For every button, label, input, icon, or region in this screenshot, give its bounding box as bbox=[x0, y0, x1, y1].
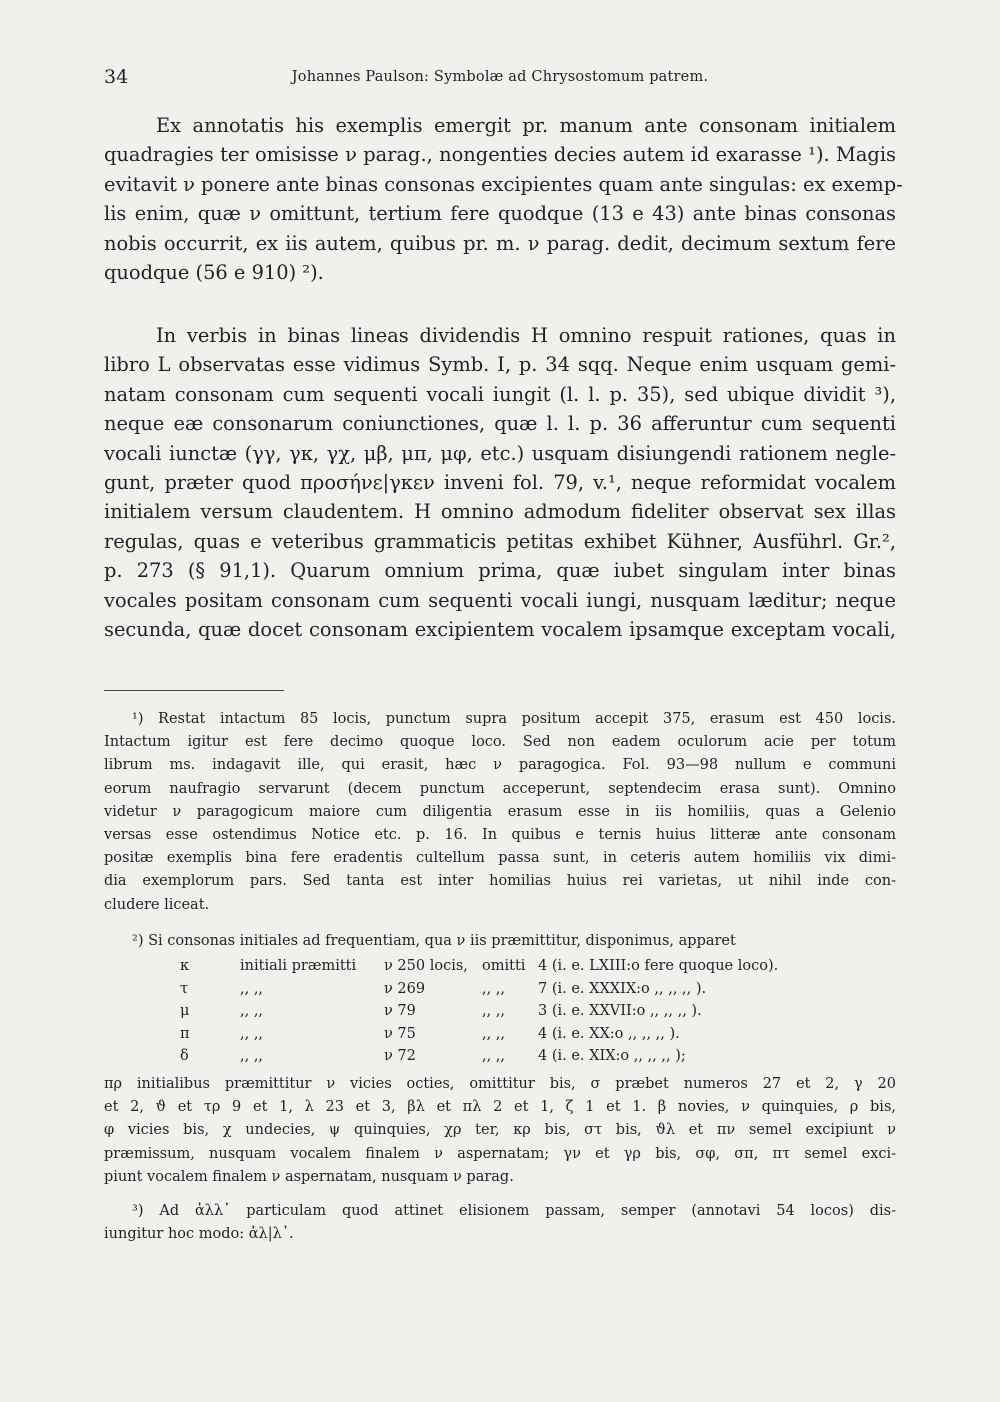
text-line: ²) Si consonas initiales ad frequentiam, qua ν iis præmittitur, disponimus, apparet bbox=[132, 933, 736, 949]
paragraph-2 bbox=[104, 321, 896, 644]
text-line: ¹) Restat intactum 85 locis, punctum supra positum accepit 375, erasum est 450 locis. bbox=[132, 711, 896, 727]
text-line: cludere liceat. bbox=[104, 896, 210, 913]
text-line: In verbis in binas lineas dividendis H omnino respuit rationes, quas in bbox=[156, 324, 896, 347]
text-line: gunt, præter quod προσήνε|γκεν inveni fol. 79, v.¹, neque reformidat vocalem bbox=[104, 471, 896, 495]
text-line: vocales positam consonam cum sequenti vocali iungi, nusquam læditur; neque bbox=[104, 588, 896, 612]
text-line: librum ms. indagavit ille, qui erasit, hæc ν paragogica. Fol. 93—98 nullum e communi bbox=[104, 757, 896, 774]
table-row bbox=[104, 1023, 896, 1046]
text-line: regulas, quas e veteribus grammaticis petitas exhibet Kühner, Ausführl. Gr.², bbox=[104, 529, 896, 553]
text-line: initialem versum claudentem. H omnino admodum fideliter observat sex illas bbox=[104, 500, 896, 524]
table-cell: 4 (i. e. LXIII:o fere quoque loco). bbox=[538, 958, 779, 974]
text-line: lis enim, quæ ν omittunt, tertium fere quodque (13 e 43) ante binas consonas bbox=[104, 202, 896, 226]
paragraph-1 bbox=[104, 111, 903, 287]
table-cell: ,, ,, bbox=[482, 1025, 506, 1042]
table-cell: ν 75 bbox=[384, 1025, 416, 1042]
footnote-2-table bbox=[104, 955, 896, 1068]
table-cell: ,, ,, bbox=[482, 980, 506, 997]
text-line: versas esse ostendimus Notice etc. p. 16. In quibus e ternis huius litteræ ante consonam bbox=[104, 827, 896, 844]
table-cell: τ bbox=[180, 980, 189, 997]
text-line: natam consonam cum sequenti vocali iungit (l. l. p. 35), sed ubique dividit ³), bbox=[104, 382, 896, 406]
footnote-2-intro bbox=[104, 930, 896, 953]
table-cell: δ bbox=[180, 1048, 189, 1065]
table-row bbox=[104, 1045, 896, 1068]
text-line: nobis occurrit, ex iis autem, quibus pr. m. ν parag. dedit, decimum sextum fere bbox=[104, 231, 896, 255]
text-line: evitavit ν ponere ante binas consonas excipientes quam ante singulas: ex exemp- bbox=[104, 172, 903, 196]
page-header bbox=[104, 66, 896, 90]
text-line: præmissum, nusquam vocalem finalem ν aspernatam; γν et γρ bis, σφ, σπ, πτ semel exci- bbox=[104, 1145, 896, 1162]
table-cell: 4 (i. e. XX:o ,, ,, ,, ). bbox=[538, 1025, 680, 1042]
running-head: Johannes Paulson: Symbolæ ad Chrysostomum patrem. bbox=[291, 69, 709, 85]
text-line: piunt vocalem finalem ν aspernatam, nusquam ν parag. bbox=[104, 1168, 514, 1185]
table-row bbox=[104, 978, 896, 1001]
table-cell: ,, ,, bbox=[240, 1025, 264, 1042]
table-cell: omitti bbox=[482, 958, 526, 974]
table-cell: initiali præmitti bbox=[240, 958, 357, 974]
table-cell: ,, ,, bbox=[482, 1048, 506, 1065]
footnote-rule bbox=[104, 690, 284, 691]
table-cell: ,, ,, bbox=[240, 1048, 264, 1065]
footnote-3 bbox=[104, 1200, 896, 1246]
text-line: φ vicies bis, χ undecies, ψ quinquies, χρ ter, κρ bis, στ bis, ϑλ et πν semel excipiunt ν bbox=[104, 1122, 896, 1139]
text-line: eorum naufragio servarunt (decem punctum acceperunt, septendecim erasa sunt). Omnino bbox=[104, 780, 896, 797]
table-cell: μ bbox=[180, 1003, 190, 1020]
text-line: ³) Ad ἀλλ᾽ particulam quod attinet elisionem passam, semper (annotavi 54 locos) dis- bbox=[132, 1203, 896, 1219]
table-cell: ν 269 bbox=[384, 980, 426, 997]
text-line: libro L observatas esse vidimus Symb. I, p. 34 sqq. Neque enim usquam gemi- bbox=[104, 353, 896, 377]
page-number: 34 bbox=[104, 66, 129, 88]
table-cell: 7 (i. e. XXXIX:o ,, ,, ,, ). bbox=[538, 980, 707, 997]
text-line: quodque (56 e 910) ²). bbox=[104, 261, 324, 285]
text-line: neque eæ consonarum coniunctiones, quæ l. l. p. 36 afferuntur cum sequenti bbox=[104, 412, 896, 436]
text-line: dia exemplorum pars. Sed tanta est inter homilias huius rei varietas, ut nihil inde con- bbox=[104, 873, 896, 890]
text-line: iungitur hoc modo: ἀλ|λ᾽. bbox=[104, 1226, 294, 1243]
table-cell: ν 79 bbox=[384, 1003, 416, 1020]
table-cell: ν 72 bbox=[384, 1048, 416, 1065]
table-cell: π bbox=[180, 1025, 190, 1042]
table-cell: 3 (i. e. XXVII:o ,, ,, ,, ). bbox=[538, 1003, 702, 1020]
text-line: p. 273 (§ 91,1). Quarum omnium prima, quæ iubet singulam inter binas bbox=[104, 559, 896, 583]
table-cell: κ bbox=[180, 958, 190, 974]
table-cell: 4 (i. e. XIX:o ,, ,, ,, ); bbox=[538, 1048, 686, 1065]
table-cell: ,, ,, bbox=[240, 1003, 264, 1020]
footnote-2-rest bbox=[104, 1073, 896, 1189]
text-line: Intactum igitur est fere decimo quoque loco. Sed non eadem oculorum acie per totum bbox=[104, 734, 896, 751]
table-cell: ν 250 locis, bbox=[384, 958, 468, 974]
text-line: videtur ν paragogicum maiore cum diligentia erasum esse in iis homiliis, quas a Gelenio bbox=[104, 803, 896, 820]
table-cell: ,, ,, bbox=[240, 980, 264, 997]
text-line: quadragies ter omisisse ν parag., nongenties decies autem id exarasse ¹). Magis bbox=[104, 143, 896, 167]
text-line: et 2, ϑ et τρ 9 et 1, λ 23 et 3, βλ et πλ 2 et 1, ζ 1 et 1. β novies, ν quinquies, ρ bis, bbox=[104, 1099, 896, 1116]
text-line: positæ exemplis bina fere eradentis cultellum passa sunt, in ceteris autem homiliis vix dimi- bbox=[104, 850, 896, 867]
text-line: secunda, quæ docet consonam excipientem vocalem ipsamque exceptam vocali, bbox=[104, 618, 896, 642]
table-row bbox=[104, 955, 896, 978]
table-row bbox=[104, 1000, 896, 1023]
text-line: Ex annotatis his exemplis emergit pr. manum ante consonam initialem bbox=[156, 114, 896, 137]
footnote-1 bbox=[104, 708, 896, 917]
text-line: πρ initialibus præmittitur ν vicies octies, omittitur bis, σ præbet numeros 27 et 2, γ 20 bbox=[104, 1076, 896, 1092]
text-line: vocali iunctæ (γγ, γκ, γχ, μβ, μπ, μφ, etc.) usquam disiungendi rationem negle- bbox=[104, 441, 896, 465]
table-cell: ,, ,, bbox=[482, 1003, 506, 1020]
